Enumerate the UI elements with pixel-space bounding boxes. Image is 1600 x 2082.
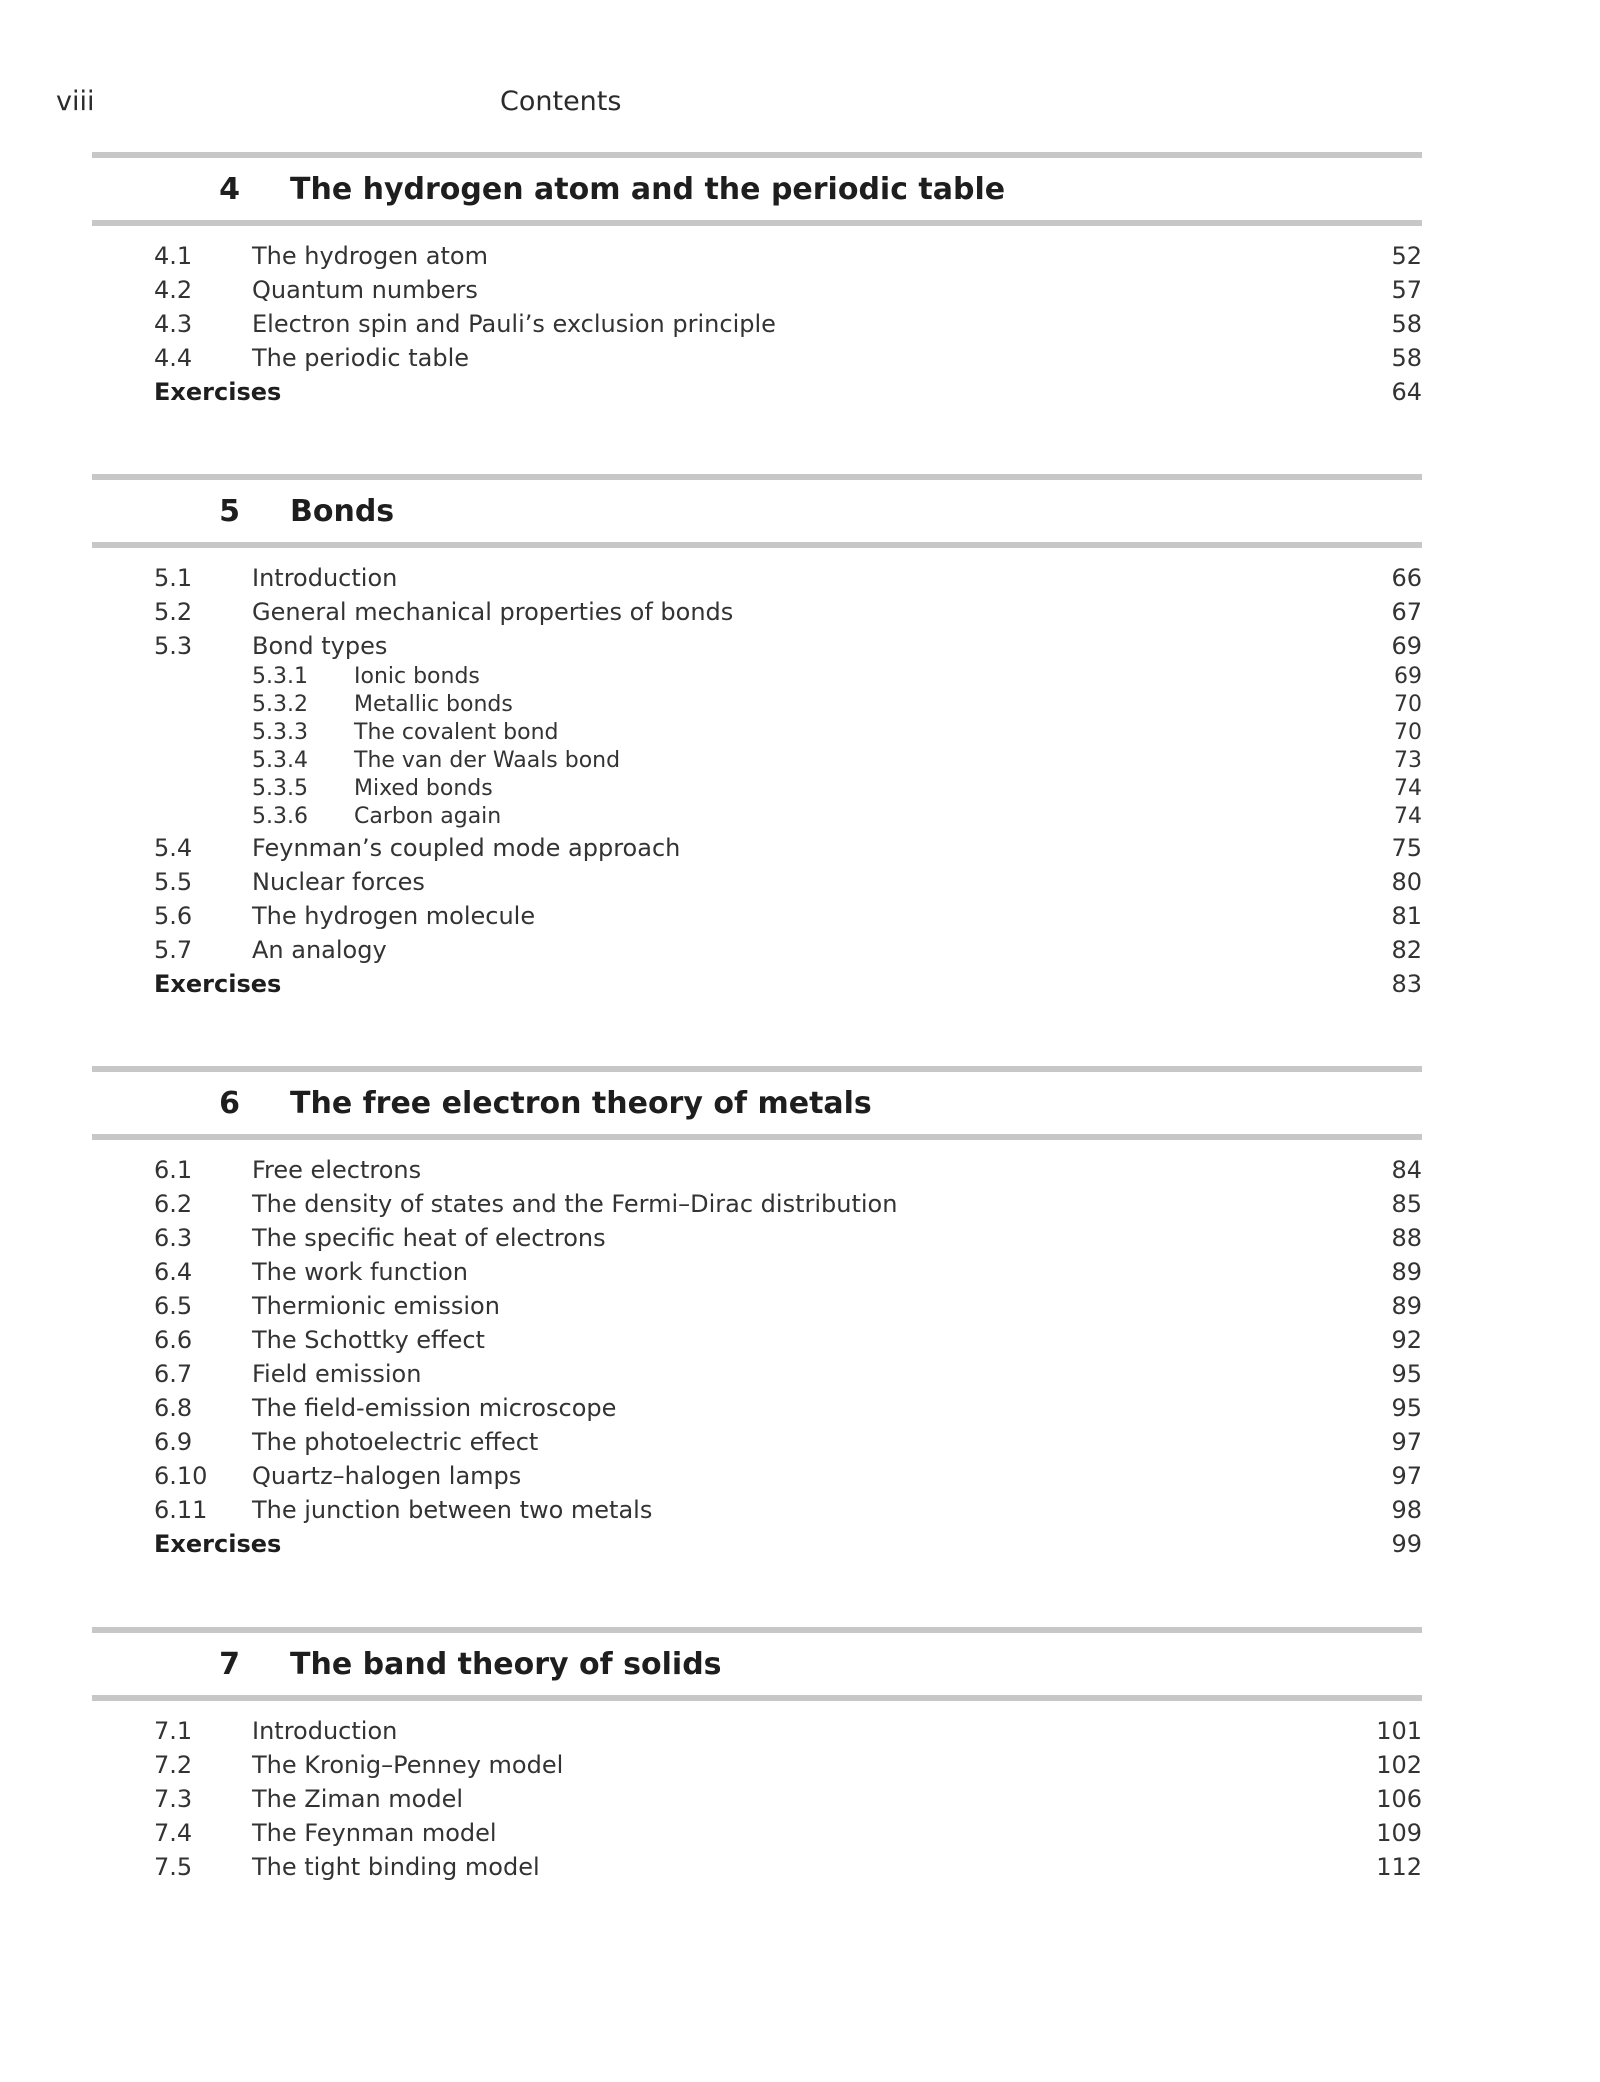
toc-entry[interactable]	[92, 239, 1422, 273]
chapter-heading[interactable]	[92, 1072, 1422, 1134]
section-title: The Ziman model	[252, 1785, 464, 1813]
toc-entry[interactable]	[92, 273, 1422, 307]
section-title: The work function	[252, 1258, 469, 1286]
section-number: 6.7	[154, 1360, 193, 1388]
toc-entry[interactable]	[92, 1459, 1422, 1493]
page-ref: 92	[1391, 1326, 1422, 1354]
section-number: 5.2	[154, 598, 193, 626]
section-number: 6.9	[154, 1428, 193, 1456]
page-ref: 57	[1391, 276, 1422, 304]
section-number: 7.1	[154, 1717, 193, 1745]
page-ref: 99	[1391, 1530, 1422, 1558]
section-title: Quartz–halogen lamps	[252, 1462, 522, 1490]
section-title: Feynman’s coupled mode approach	[252, 834, 681, 862]
page-ref: 89	[1391, 1292, 1422, 1320]
section-title: Introduction	[252, 1717, 398, 1745]
toc-entry[interactable]	[92, 1391, 1422, 1425]
toc-entry[interactable]	[92, 629, 1422, 663]
section-number: 6.3	[154, 1224, 193, 1252]
page-ref: 70	[1394, 720, 1422, 745]
toc-subentry[interactable]	[92, 775, 1422, 803]
toc-entry[interactable]	[92, 1748, 1422, 1782]
page-ref: 70	[1394, 692, 1422, 717]
toc-subentry[interactable]	[92, 803, 1422, 831]
section-title: The Schottky effect	[252, 1326, 485, 1354]
subsection-title: Mixed bonds	[354, 776, 493, 801]
section-title: The photoelectric effect	[252, 1428, 539, 1456]
page-ref: 102	[1376, 1751, 1422, 1779]
chapter-title: Bonds	[290, 493, 395, 529]
running-head	[56, 82, 1056, 122]
subsection-title: Carbon again	[354, 804, 502, 829]
toc-entry[interactable]	[92, 1714, 1422, 1748]
toc-subentry[interactable]	[92, 747, 1422, 775]
exercises-label: Exercises	[154, 970, 282, 998]
chapter-6	[92, 1066, 1422, 1561]
page-ref: 98	[1391, 1496, 1422, 1524]
section-title: The Feynman model	[252, 1819, 497, 1847]
toc-entry[interactable]	[92, 595, 1422, 629]
section-title: Electron spin and Pauli’s exclusion principle	[252, 310, 776, 338]
section-title: Introduction	[252, 564, 398, 592]
toc-entry[interactable]	[92, 1187, 1422, 1221]
exercises-label: Exercises	[154, 1530, 282, 1558]
section-number: 4.2	[154, 276, 193, 304]
section-title: Free electrons	[252, 1156, 422, 1184]
section-number: 5.7	[154, 936, 193, 964]
toc-entries	[92, 1140, 1422, 1561]
section-title: Field emission	[252, 1360, 422, 1388]
toc-entry[interactable]	[92, 865, 1422, 899]
section-title: The hydrogen molecule	[252, 902, 536, 930]
exercises-label: Exercises	[154, 378, 282, 406]
toc-entry[interactable]	[92, 1816, 1422, 1850]
section-title: Bond types	[252, 632, 388, 660]
subsection-title: Ionic bonds	[354, 664, 480, 689]
page-ref: 69	[1391, 632, 1422, 660]
page-ref: 73	[1394, 748, 1422, 773]
chapter-heading[interactable]	[92, 1633, 1422, 1695]
toc-entry[interactable]	[92, 1357, 1422, 1391]
toc-entry[interactable]	[92, 1850, 1422, 1884]
toc-entries	[92, 1701, 1422, 1884]
subsection-number: 5.3.2	[252, 692, 308, 717]
toc-entry[interactable]	[92, 561, 1422, 595]
section-number: 6.8	[154, 1394, 193, 1422]
section-number: 4.4	[154, 344, 193, 372]
toc-entry[interactable]	[92, 933, 1422, 967]
page-ref: 58	[1391, 310, 1422, 338]
section-number: 4.3	[154, 310, 193, 338]
page-ref: 95	[1391, 1360, 1422, 1388]
subsection-number: 5.3.6	[252, 804, 308, 829]
toc-subentry[interactable]	[92, 663, 1422, 691]
subsection-title: The covalent bond	[354, 720, 559, 745]
chapter-title: The hydrogen atom and the periodic table	[290, 171, 1006, 207]
page-ref: 109	[1376, 1819, 1422, 1847]
section-title: Quantum numbers	[252, 276, 478, 304]
section-number: 5.1	[154, 564, 193, 592]
page-ref: 52	[1391, 242, 1422, 270]
section-title: The tight binding model	[252, 1853, 540, 1881]
page-ref: 112	[1376, 1853, 1422, 1881]
page-ref: 74	[1394, 804, 1422, 829]
subsection-number: 5.3.4	[252, 748, 308, 773]
section-title: An analogy	[252, 936, 387, 964]
page-ref: 97	[1391, 1462, 1422, 1490]
page-ref: 82	[1391, 936, 1422, 964]
page-ref: 85	[1391, 1190, 1422, 1218]
toc-entry[interactable]	[92, 1255, 1422, 1289]
page-ref: 64	[1391, 378, 1422, 406]
running-title: Contents	[500, 86, 622, 117]
section-title: The field-emission microscope	[252, 1394, 617, 1422]
chapter-heading[interactable]	[92, 480, 1422, 542]
section-title: Nuclear forces	[252, 868, 425, 896]
page-ref: 66	[1391, 564, 1422, 592]
section-number: 6.1	[154, 1156, 193, 1184]
section-title: General mechanical properties of bonds	[252, 598, 734, 626]
exercises-entry[interactable]	[92, 967, 1422, 1001]
toc-entry[interactable]	[92, 1425, 1422, 1459]
section-number: 7.2	[154, 1751, 193, 1779]
section-number: 5.5	[154, 868, 193, 896]
section-number: 6.11	[154, 1496, 208, 1524]
page-ref: 95	[1391, 1394, 1422, 1422]
subsection-title: The van der Waals bond	[354, 748, 621, 773]
section-title: The specific heat of electrons	[252, 1224, 606, 1252]
toc-entry[interactable]	[92, 1289, 1422, 1323]
page-ref: 84	[1391, 1156, 1422, 1184]
section-title: The density of states and the Fermi–Dirac distribution	[252, 1190, 898, 1218]
section-title: The hydrogen atom	[252, 242, 488, 270]
toc-subentry[interactable]	[92, 691, 1422, 719]
chapter-heading[interactable]	[92, 158, 1422, 220]
page-ref: 106	[1376, 1785, 1422, 1813]
section-title: The Kronig–Penney model	[252, 1751, 564, 1779]
toc-entry[interactable]	[92, 1782, 1422, 1816]
page-ref: 97	[1391, 1428, 1422, 1456]
chapter-7	[92, 1627, 1422, 1884]
page-number: viii	[56, 86, 95, 117]
page-ref: 81	[1391, 902, 1422, 930]
toc-entry[interactable]	[92, 1493, 1422, 1527]
section-number: 6.6	[154, 1326, 193, 1354]
chapter-5	[92, 474, 1422, 1001]
section-number: 4.1	[154, 242, 193, 270]
chapter-title: The band theory of solids	[290, 1646, 722, 1682]
subsection-number: 5.3.5	[252, 776, 308, 801]
toc-entries	[92, 548, 1422, 1001]
page-ref: 89	[1391, 1258, 1422, 1286]
toc-entry[interactable]	[92, 341, 1422, 375]
chapter-title: The free electron theory of metals	[290, 1085, 872, 1121]
toc-subentry[interactable]	[92, 719, 1422, 747]
page-ref: 58	[1391, 344, 1422, 372]
page-ref: 83	[1391, 970, 1422, 998]
page-ref: 101	[1376, 1717, 1422, 1745]
section-title: The periodic table	[252, 344, 469, 372]
chapter-number: 5	[219, 493, 240, 529]
page-ref: 69	[1394, 664, 1422, 689]
section-title: Thermionic emission	[252, 1292, 500, 1320]
toc-entry[interactable]	[92, 831, 1422, 865]
toc-entry[interactable]	[92, 899, 1422, 933]
chapter-4	[92, 152, 1422, 409]
page-ref: 88	[1391, 1224, 1422, 1252]
section-number: 6.2	[154, 1190, 193, 1218]
toc-entry[interactable]	[92, 1323, 1422, 1357]
section-number: 7.4	[154, 1819, 193, 1847]
section-number: 6.10	[154, 1462, 208, 1490]
section-number: 5.4	[154, 834, 193, 862]
page-ref: 67	[1391, 598, 1422, 626]
page-ref: 80	[1391, 868, 1422, 896]
subsection-number: 5.3.3	[252, 720, 308, 745]
exercises-entry[interactable]	[92, 1527, 1422, 1561]
section-number: 7.3	[154, 1785, 193, 1813]
chapter-number: 6	[219, 1085, 240, 1121]
toc-entries	[92, 226, 1422, 409]
page-ref: 75	[1391, 834, 1422, 862]
section-number: 6.4	[154, 1258, 193, 1286]
section-number: 5.6	[154, 902, 193, 930]
toc-entry[interactable]	[92, 307, 1422, 341]
exercises-entry[interactable]	[92, 375, 1422, 409]
section-title: The junction between two metals	[252, 1496, 653, 1524]
subsection-number: 5.3.1	[252, 664, 308, 689]
chapter-number: 7	[219, 1646, 240, 1682]
chapter-number: 4	[219, 171, 240, 207]
toc-entry[interactable]	[92, 1221, 1422, 1255]
section-number: 6.5	[154, 1292, 193, 1320]
section-number: 5.3	[154, 632, 193, 660]
page-ref: 74	[1394, 776, 1422, 801]
section-number: 7.5	[154, 1853, 193, 1881]
subsection-title: Metallic bonds	[354, 692, 513, 717]
toc-entry[interactable]	[92, 1153, 1422, 1187]
